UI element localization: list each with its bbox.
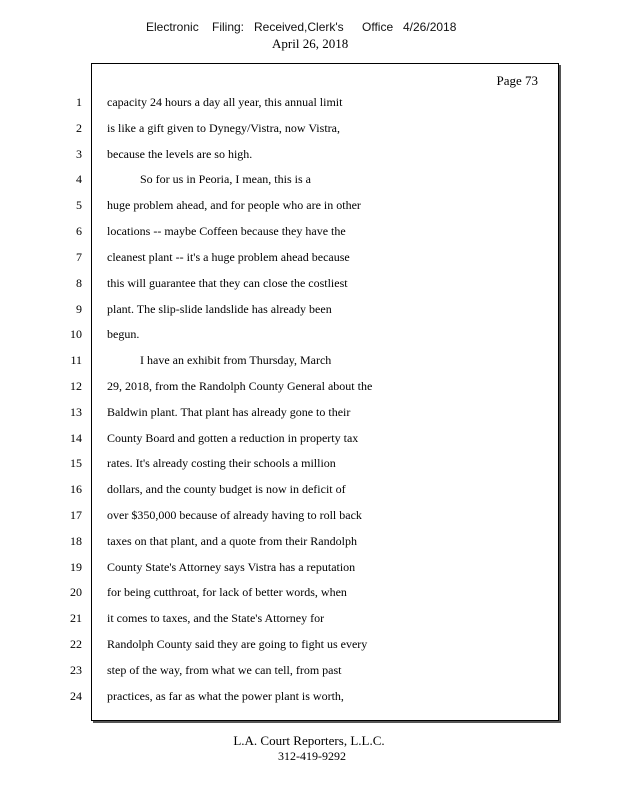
transcript-line: over $350,000 because of already having to roll back bbox=[107, 508, 362, 522]
transcript-line: huge problem ahead, and for people who are in other bbox=[107, 198, 361, 213]
line-number: 9 bbox=[76, 301, 82, 316]
transcript-line: cleanest plant -- it's a huge problem ahead because bbox=[107, 249, 350, 264]
line-number: 8 bbox=[76, 275, 82, 290]
transcript-line: plant. The slip-slide landslide has already been bbox=[107, 301, 332, 316]
line-number: 14 bbox=[70, 430, 82, 445]
court-reporter-name: L.A. Court Reporters, L.L.C. bbox=[233, 733, 385, 748]
line-number: 15 bbox=[70, 456, 82, 471]
court-reporter-phone: 312-419-9292 bbox=[278, 749, 346, 763]
line-number: 1 bbox=[76, 95, 82, 109]
line-number: 11 bbox=[70, 353, 82, 368]
transcript-text bbox=[107, 96, 547, 716]
transcript-line: taxes on that plant, and a quote from their Randolph bbox=[107, 533, 357, 548]
line-number-column bbox=[40, 96, 82, 716]
line-number: 19 bbox=[70, 559, 82, 574]
line-number: 21 bbox=[70, 611, 82, 626]
transcript-line: rates. It's already costing their schools a million bbox=[107, 456, 336, 471]
line-number: 20 bbox=[70, 585, 82, 600]
line-number: 13 bbox=[70, 404, 82, 419]
line-number: 12 bbox=[70, 378, 82, 393]
filing-stamp-date: 4/26/2018 bbox=[403, 20, 457, 34]
line-number: 6 bbox=[76, 224, 82, 239]
transcript-line: is like a gift given to Dynegy/Vistra, now Vistra, bbox=[107, 120, 340, 135]
filing-stamp-word: Filing: bbox=[212, 20, 245, 34]
filing-stamp-word: Electronic bbox=[146, 20, 199, 34]
line-number: 17 bbox=[70, 508, 82, 522]
filing-date-line: April 26, 2018 bbox=[272, 36, 349, 51]
transcript-line: because the levels are so high. bbox=[107, 146, 253, 161]
line-number: 22 bbox=[70, 637, 82, 652]
line-number: 10 bbox=[70, 327, 82, 342]
line-number: 23 bbox=[70, 662, 82, 677]
line-number: 24 bbox=[70, 688, 82, 703]
transcript-line: dollars, and the county budget is now in deficit of bbox=[107, 482, 346, 497]
transcript-line: capacity 24 hours a day all year, this annual limit bbox=[107, 95, 343, 109]
line-number: 4 bbox=[76, 172, 82, 187]
filing-stamp-word: Received,Clerk's bbox=[254, 20, 344, 34]
transcript-line: I have an exhibit from Thursday, March bbox=[140, 353, 332, 368]
line-number: 3 bbox=[76, 146, 82, 161]
transcript-line: 29, 2018, from the Randolph County General about the bbox=[107, 378, 373, 393]
line-number: 5 bbox=[76, 198, 82, 213]
transcript-line: this will guarantee that they can close the costliest bbox=[107, 275, 348, 290]
transcript-line: practices, as far as what the power plant is worth, bbox=[107, 688, 344, 703]
transcript-line: County Board and gotten a reduction in property tax bbox=[107, 430, 359, 445]
transcript-line: for being cutthroat, for lack of better words, when bbox=[107, 585, 347, 600]
line-number: 18 bbox=[70, 533, 82, 548]
transcript-line: County State's Attorney says Vistra has a reputation bbox=[107, 559, 356, 574]
transcript-line: Baldwin plant. That plant has already gone to their bbox=[107, 404, 351, 419]
line-number: 16 bbox=[70, 482, 82, 497]
transcript-line: step of the way, from what we can tell, from past bbox=[107, 662, 342, 677]
filing-stamp-word: Office bbox=[362, 20, 394, 34]
page-number: Page 73 bbox=[496, 73, 538, 88]
transcript-line: Randolph County said they are going to fight us every bbox=[107, 637, 368, 652]
transcript-line: So for us in Peoria, I mean, this is a bbox=[140, 172, 311, 187]
electronic-filing-stamp bbox=[0, 20, 618, 36]
line-number: 7 bbox=[76, 249, 82, 264]
line-number: 2 bbox=[76, 120, 82, 135]
transcript-line: begun. bbox=[107, 327, 140, 342]
transcript-line: locations -- maybe Coffeen because they have the bbox=[107, 224, 346, 239]
transcript-line: it comes to taxes, and the State's Attorney for bbox=[107, 611, 325, 626]
